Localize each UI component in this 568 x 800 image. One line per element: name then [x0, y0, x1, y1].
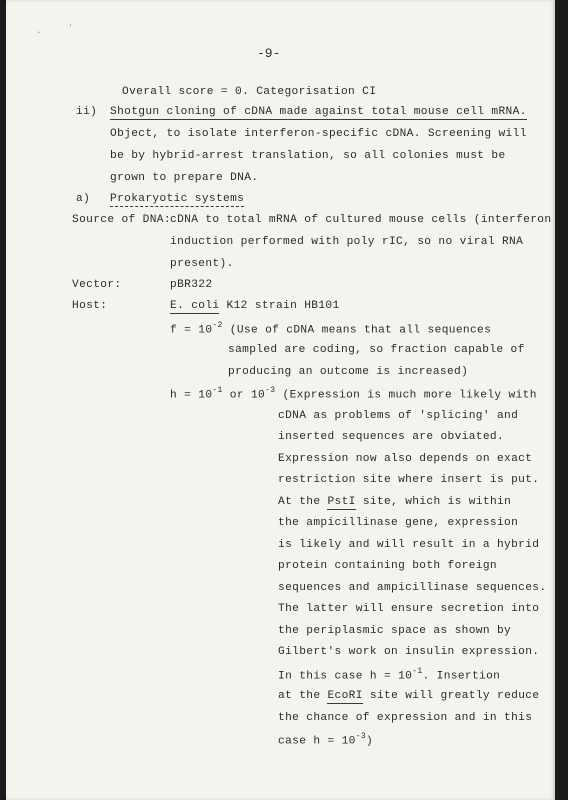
margin-mark: ˎ: [36, 24, 42, 34]
margin-mark: ʿ: [68, 24, 74, 34]
document-page: [6, 0, 555, 800]
text-line: $h = 10^{-1}$ or $10^{-3}$ (Expression is much more likely with: [170, 386, 537, 402]
text-line: the ampicillinase gene, expression: [278, 517, 519, 529]
section-heading: Shotgun cloning of cDNA made against total mouse cell mRNA.: [110, 106, 527, 118]
page-number: -9-: [257, 46, 281, 61]
text-line: cDNA to total mRNA of cultured mouse cells (interferon: [170, 214, 552, 226]
text-line: $f = 10^{-2}$ (Use of cDNA means that all sequences: [170, 321, 492, 337]
text-line: inserted sequences are obviated.: [278, 431, 505, 443]
section-label: ii): [76, 106, 98, 118]
text-line: Expression now also depends on exact: [278, 453, 533, 465]
text-line: In this case $h = 10^{-1}$. Insertion: [278, 667, 501, 683]
text-line: sampled are coding, so fraction capable of: [228, 344, 525, 356]
text-line: producing an outcome is increased): [228, 366, 469, 378]
field-label-source: Source of DNA:: [72, 214, 171, 226]
host-value: E. coli K12 strain HB101: [170, 300, 340, 312]
vector-value: pBR322: [170, 279, 213, 291]
text-line: sequences and ampicillinase sequences.: [278, 582, 547, 594]
text-line: induction performed with poly rIC, so no viral RNA: [170, 236, 524, 248]
text-line: present).: [170, 258, 234, 270]
text-line: is likely and will result in a hybrid: [278, 539, 540, 551]
text-line: cDNA as problems of 'splicing' and: [278, 410, 519, 422]
overall-score-line: Overall score = 0. Categorisation CI: [122, 86, 377, 98]
field-label-vector: Vector:: [72, 279, 122, 291]
text-line: at the EcoRI site will greatly reduce: [278, 690, 540, 702]
text-line: Object, to isolate interferon-specific cDNA. Screening will: [110, 128, 527, 140]
text-line: restriction site where insert is put.: [278, 474, 540, 486]
field-label-host: Host:: [72, 300, 108, 312]
subsection-heading: Prokaryotic systems: [110, 193, 245, 205]
text-line: be by hybrid-arrest translation, so all colonies must be: [110, 150, 506, 162]
text-line: case $h = 10^{-3}$): [278, 732, 374, 748]
text-line: Gilbert's work on insulin expression.: [278, 646, 540, 658]
text-line: The latter will ensure secretion into: [278, 603, 540, 615]
text-line: the chance of expression and in this: [278, 712, 533, 724]
text-line: the periplasmic space as shown by: [278, 625, 512, 637]
text-line: protein containing both foreign: [278, 560, 497, 572]
text-line: At the PstI site, which is within: [278, 496, 512, 508]
subsection-label: a): [76, 193, 91, 205]
text-line: grown to prepare DNA.: [110, 172, 259, 184]
